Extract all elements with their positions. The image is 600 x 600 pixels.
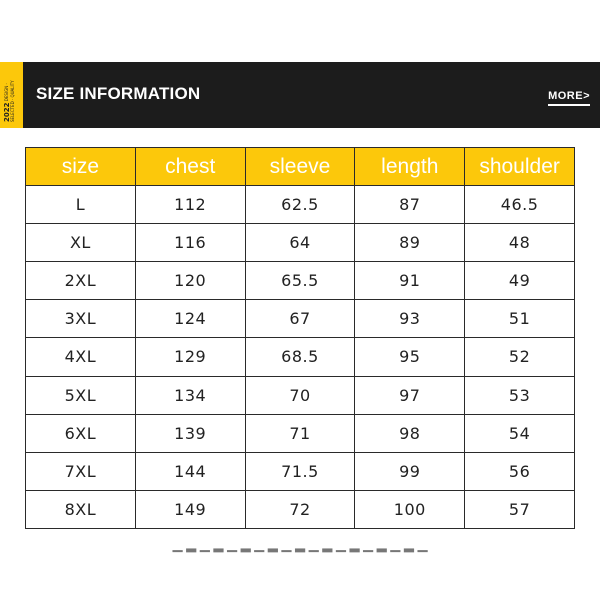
cell-chest: 124 [135,300,245,338]
cell-length: 95 [355,338,465,376]
cell-sleeve: 72 [245,490,355,528]
cell-sleeve: 64 [245,224,355,262]
cell-shoulder: 54 [465,414,575,452]
table-row [26,376,575,414]
cell-chest: 129 [135,338,245,376]
table-row [26,300,575,338]
year-label: 2022 [3,102,11,122]
cell-size: 5XL [26,376,136,414]
year-tab [0,62,23,128]
cell-chest: 144 [135,452,245,490]
table-row [26,490,575,528]
column-header-shoulder: shoulder [465,148,575,186]
column-header-chest: chest [135,148,245,186]
cell-length: 99 [355,452,465,490]
page-title: SIZE INFORMATION [36,84,201,103]
cell-size: 8XL [26,490,136,528]
cell-size: 7XL [26,452,136,490]
cell-chest: 134 [135,376,245,414]
table-row [26,186,575,224]
size-table [25,147,575,529]
cell-sleeve: 71 [245,414,355,452]
cell-chest: 149 [135,490,245,528]
cell-size: XL [26,224,136,262]
cell-sleeve: 65.5 [245,262,355,300]
cell-size: L [26,186,136,224]
cell-sleeve: 62.5 [245,186,355,224]
cell-length: 91 [355,262,465,300]
year-tab-text [3,68,20,122]
table-header-row [26,148,575,186]
cell-shoulder: 46.5 [465,186,575,224]
table-row [26,262,575,300]
cell-shoulder: 53 [465,376,575,414]
cell-size: 3XL [26,300,136,338]
cell-shoulder: 57 [465,490,575,528]
cell-sleeve: 70 [245,376,355,414]
cell-size: 2XL [26,262,136,300]
more-link[interactable]: MORE> [548,90,590,106]
cell-length: 98 [355,414,465,452]
cell-sleeve: 67 [245,300,355,338]
column-header-size: size [26,148,136,186]
cell-shoulder: 49 [465,262,575,300]
cell-sleeve: 68.5 [245,338,355,376]
table-row [26,338,575,376]
cell-size: 6XL [26,414,136,452]
cell-chest: 120 [135,262,245,300]
cell-chest: 116 [135,224,245,262]
table-row [26,414,575,452]
cropped-footnote: ▁ ▂ ▁ ▂ ▁ ▂ ▁ ▂ ▁ ▂ ▁ ▂ ▁ ▂ ▁ ▂ ▁ ▂ ▁ [172,537,428,552]
tab-small-text: DESIGN · SELECTED · QUALITY [4,80,15,122]
cell-chest: 112 [135,186,245,224]
cell-shoulder: 48 [465,224,575,262]
cell-length: 100 [355,490,465,528]
cell-sleeve: 71.5 [245,452,355,490]
cell-shoulder: 56 [465,452,575,490]
cell-length: 87 [355,186,465,224]
cell-size: 4XL [26,338,136,376]
column-header-sleeve: sleeve [245,148,355,186]
cell-shoulder: 52 [465,338,575,376]
column-header-length: length [355,148,465,186]
header-bar [0,62,600,128]
table-row [26,452,575,490]
cell-chest: 139 [135,414,245,452]
cell-shoulder: 51 [465,300,575,338]
cell-length: 97 [355,376,465,414]
cell-length: 93 [355,300,465,338]
table-row [26,224,575,262]
cell-length: 89 [355,224,465,262]
